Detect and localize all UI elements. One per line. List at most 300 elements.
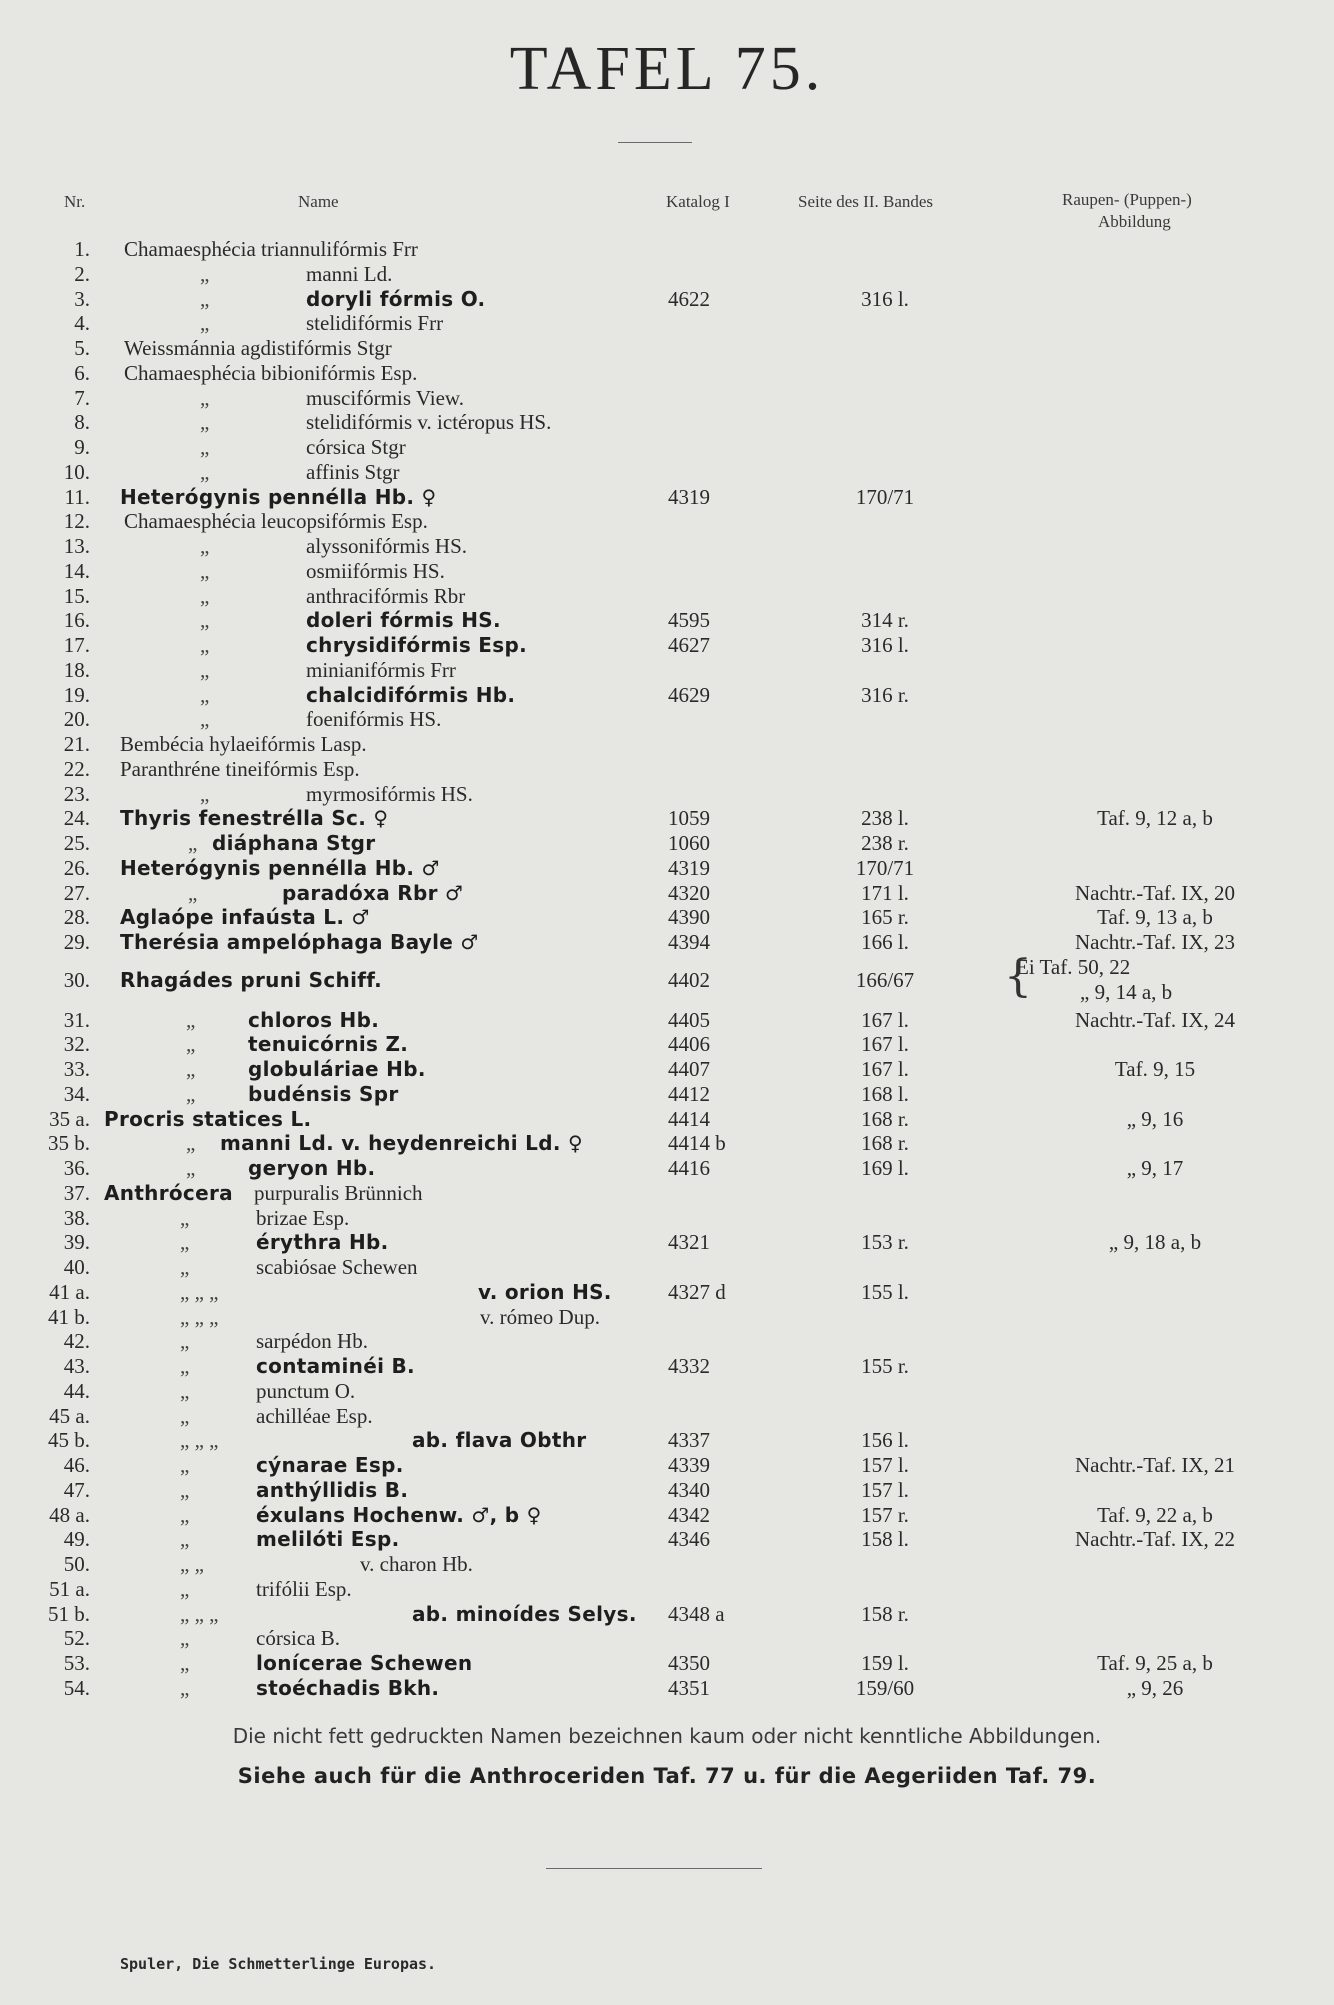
ditto-mark: „: [186, 1007, 196, 1032]
table-row: [0, 633, 1334, 658]
species-name: Chamaesphécia leucopsifórmis Esp.: [124, 509, 428, 534]
katalog-number: 4340: [668, 1477, 710, 1502]
katalog-number: 4346: [668, 1527, 710, 1552]
row-number: 6.: [74, 360, 90, 385]
species-name: Heterógynis pennélla Hb. ♀: [120, 484, 437, 509]
katalog-number: 1059: [668, 806, 710, 831]
illustration-reference: Nachtr.-Taf. IX, 22: [1074, 1527, 1236, 1552]
species-name: budénsis Spr: [248, 1081, 399, 1106]
ditto-mark: „: [186, 1156, 196, 1180]
ditto-mark: „: [180, 1527, 190, 1552]
page-reference: 170/71: [855, 484, 915, 509]
table-row: [0, 262, 1334, 287]
page-reference: 171 l.: [861, 880, 909, 905]
page-reference: 169 l.: [861, 1156, 909, 1180]
table-row: [0, 658, 1334, 683]
species-name: Rhagádes pruni Schiff.: [120, 967, 383, 992]
ditto-mark: „: [200, 261, 210, 286]
row-number: 21.: [63, 732, 90, 756]
row-number: 53.: [63, 1651, 90, 1675]
page-reference: 168 r.: [861, 1131, 909, 1156]
row-number: 9.: [74, 435, 90, 459]
ditto-mark: „: [186, 1131, 196, 1156]
species-name: osmiifórmis HS.: [306, 558, 445, 583]
ditto-mark: „: [180, 1675, 190, 1700]
katalog-number: 4319: [668, 855, 710, 880]
table-row: [0, 1305, 1334, 1330]
table-row: [0, 336, 1334, 361]
ditto-mark: „: [200, 435, 210, 459]
species-name: chloros Hb.: [248, 1007, 380, 1032]
row-number: 4.: [74, 311, 90, 336]
table-row: [0, 1602, 1334, 1627]
species-name: doleri fórmis HS.: [306, 608, 501, 633]
page-reference: 167 l.: [861, 1007, 909, 1032]
table-row: [0, 509, 1334, 534]
katalog-number: 4629: [668, 682, 710, 707]
row-number: 30.: [63, 967, 90, 992]
katalog-number: 1060: [668, 831, 710, 855]
species-name: punctum O.: [256, 1378, 356, 1403]
illustration-reference: „ 9, 17: [1126, 1156, 1184, 1180]
katalog-number: 4332: [668, 1354, 710, 1378]
species-name: anthracifórmis Rbr: [306, 583, 466, 608]
page-reference: 166 l.: [861, 930, 909, 954]
katalog-number: 4412: [668, 1081, 710, 1106]
ditto-mark: „: [180, 1502, 190, 1527]
katalog-number: 4595: [668, 608, 710, 633]
row-number: 43.: [63, 1354, 90, 1378]
table-row: [0, 1478, 1334, 1503]
table-row: [0, 311, 1334, 336]
table-row: [0, 1131, 1334, 1156]
katalog-number: 4321: [668, 1230, 710, 1255]
table-row: [0, 1008, 1334, 1033]
row-number: 45 a.: [49, 1403, 90, 1428]
see-also-note: Siehe auch für die Anthroceriden Taf. 77 u. für die Aegeriiden Taf. 79.: [237, 1764, 1097, 1788]
species-name: trifólii Esp.: [256, 1576, 352, 1601]
page-reference: 155 r.: [861, 1354, 909, 1378]
ditto-mark: „: [200, 633, 210, 657]
species-name: Anthrócera: [104, 1180, 233, 1205]
illustration-reference: Taf. 9, 13 a, b: [1097, 905, 1213, 930]
ditto-mark: „: [200, 311, 210, 336]
table-row: [0, 1280, 1334, 1305]
row-number: 20.: [63, 707, 90, 732]
table-row: [0, 1082, 1334, 1107]
species-name: v. orion HS.: [478, 1279, 612, 1304]
species-name: Thyris fenestrélla Sc. ♀: [120, 806, 389, 831]
species-name: córsica Stgr: [306, 435, 406, 459]
row-number: 48 a.: [49, 1502, 90, 1527]
species-name: v. charon Hb.: [360, 1552, 473, 1576]
page-reference: 168 l.: [861, 1081, 909, 1106]
species-name: lonícerae Schewen: [256, 1651, 473, 1675]
row-number: 49.: [63, 1527, 90, 1552]
page-reference: 158 r.: [861, 1601, 909, 1626]
ditto-mark: „: [200, 286, 210, 311]
page-reference: 159/60: [855, 1675, 915, 1700]
illustration-reference: „ 9, 18 a, b: [1108, 1230, 1202, 1255]
ditto-mark: „: [200, 583, 210, 608]
species-name: Heterógynis pennélla Hb. ♂: [120, 855, 440, 880]
table-row: [0, 930, 1334, 955]
species-name: muscifórmis View.: [306, 385, 464, 410]
table-row: [0, 1354, 1334, 1379]
row-number: 44.: [63, 1378, 90, 1403]
ditto-mark: „ „ „: [180, 1304, 219, 1329]
species-name: Therésia ampelóphaga Bayle ♂: [120, 930, 479, 954]
row-number: 33.: [63, 1057, 90, 1081]
table-row: [0, 1676, 1334, 1701]
illustration-reference: Taf. 9, 22 a, b: [1097, 1502, 1213, 1527]
row-number: 14.: [63, 558, 90, 583]
row-number: 45 b.: [48, 1428, 90, 1453]
illustration-reference: Nachtr.-Taf. IX, 24: [1074, 1007, 1236, 1032]
row-number: 40.: [63, 1255, 90, 1279]
page-reference: 155 l.: [861, 1279, 909, 1304]
table-row: [0, 732, 1334, 757]
table-row: [0, 1107, 1334, 1132]
ditto-mark: „: [186, 1081, 196, 1106]
ditto-mark: „: [180, 1651, 190, 1675]
species-name: Paranthréne tineifórmis Esp.: [120, 756, 360, 781]
page-reference: 156 l.: [861, 1428, 909, 1453]
table-row: [0, 584, 1334, 609]
footnote: Die nicht fett gedruckten Namen bezeichnen kaum oder nicht kenntliche Abbildungen.: [232, 1724, 1102, 1748]
ditto-mark: „: [180, 1329, 190, 1354]
species-name: globuláriae Hb.: [248, 1057, 426, 1081]
illustration-reference-2: „ 9, 14 a, b: [1080, 979, 1173, 1004]
ditto-mark: „: [186, 1032, 196, 1057]
species-name: myrmosifórmis HS.: [306, 781, 473, 806]
row-number: 32.: [63, 1032, 90, 1057]
ditto-mark: „: [200, 410, 210, 435]
katalog-number: 4407: [668, 1057, 710, 1081]
row-number: 31.: [63, 1007, 90, 1032]
header-nr: Nr.: [64, 192, 86, 211]
ditto-mark: „: [200, 385, 210, 410]
katalog-number: 4342: [668, 1502, 710, 1527]
species-name: sarpédon Hb.: [256, 1329, 368, 1354]
ditto-mark: „: [180, 1378, 190, 1403]
table-row: [0, 1032, 1334, 1057]
species-name: diáphana Stgr: [212, 831, 376, 855]
species-name: chrysidifórmis Esp.: [306, 633, 527, 657]
ditto-mark: „: [188, 880, 198, 905]
page-reference: 314 r.: [861, 608, 909, 633]
ditto-mark: „: [180, 1576, 190, 1601]
ditto-mark: „: [200, 459, 210, 484]
table-row: [0, 386, 1334, 411]
table-row: [0, 1404, 1334, 1429]
table-row: [0, 237, 1334, 262]
ditto-mark: „: [180, 1205, 190, 1230]
illustration-reference: Taf. 9, 15: [1114, 1057, 1196, 1081]
table-row: [0, 1453, 1334, 1478]
page-reference: 170/71: [855, 855, 915, 880]
ditto-mark: „ „: [180, 1552, 204, 1576]
row-number: 23.: [63, 781, 90, 806]
row-number: 10.: [63, 459, 90, 484]
species-name: anthýllidis B.: [256, 1477, 409, 1502]
species-name: Chamaesphécia bibionifórmis Esp.: [124, 360, 418, 385]
katalog-number: 4414: [668, 1106, 710, 1131]
row-number: 41 b.: [48, 1304, 90, 1329]
species-name: érythra Hb.: [256, 1230, 389, 1255]
header-seite: Seite des II. Bandes: [798, 192, 934, 211]
ditto-mark: „: [180, 1230, 190, 1255]
page-reference: 166/67: [855, 967, 915, 992]
ditto-mark: „: [186, 1057, 196, 1081]
row-number: 8.: [74, 410, 90, 435]
page-reference: 168 r.: [861, 1106, 909, 1131]
row-number: 34.: [63, 1081, 90, 1106]
ditto-mark: „ „ „: [180, 1428, 219, 1453]
page-reference: 157 l.: [861, 1453, 909, 1477]
table-row: [0, 881, 1334, 906]
ditto-mark: „: [180, 1477, 190, 1502]
ditto-mark: „ „ „: [180, 1279, 219, 1304]
page-reference: 316 l.: [861, 633, 909, 657]
row-number: 42.: [63, 1329, 90, 1354]
species-name: stelidifórmis Frr: [306, 311, 444, 336]
ditto-mark: „: [200, 558, 210, 583]
row-number: 41 a.: [49, 1279, 90, 1304]
row-number: 28.: [63, 905, 90, 930]
page-reference: 238 l.: [861, 806, 909, 831]
row-number: 51 a.: [49, 1576, 90, 1601]
table-row: [0, 1206, 1334, 1231]
species-name: affinis Stgr: [306, 459, 400, 484]
katalog-number: 4402: [668, 967, 710, 992]
katalog-number: 4627: [668, 633, 710, 657]
ditto-mark: „: [200, 657, 210, 682]
table-row: [0, 435, 1334, 460]
table-row: [0, 460, 1334, 485]
row-number: 1.: [74, 237, 90, 261]
katalog-number: 4414 b: [668, 1131, 726, 1156]
page-reference: 316 r.: [861, 682, 909, 707]
ditto-mark: „ „ „: [180, 1601, 219, 1626]
table-row: [0, 954, 1334, 1004]
header-abbildung-1: Raupen- (Puppen-): [1062, 190, 1192, 209]
illustration-reference: Ei Taf. 50, 22: [1016, 954, 1131, 979]
table-row: [0, 1552, 1334, 1577]
table-row: [0, 485, 1334, 510]
row-number: 22.: [63, 756, 90, 781]
illustration-reference: Taf. 9, 12 a, b: [1097, 806, 1213, 831]
page-reference: 238 r.: [861, 831, 909, 855]
katalog-number: 4319: [668, 484, 710, 509]
row-number: 50.: [63, 1552, 90, 1576]
row-number: 16.: [63, 608, 90, 633]
species-name: chalcidifórmis Hb.: [306, 682, 516, 707]
table-row: [0, 1503, 1334, 1528]
illustration-reference: Nachtr.-Taf. IX, 20: [1074, 880, 1236, 905]
header-name: Name: [298, 192, 339, 211]
species-name: geryon Hb.: [248, 1156, 376, 1180]
page-reference: 153 r.: [861, 1230, 909, 1255]
species-name: contaminéi B.: [256, 1354, 415, 1378]
row-number: 26.: [63, 855, 90, 880]
species-name: Aglaópe infaústa L. ♂: [120, 905, 370, 930]
ditto-mark: „: [180, 1354, 190, 1378]
table-row: [0, 559, 1334, 584]
row-number: 51 b.: [48, 1601, 90, 1626]
species-name: manni Ld. v. heydenreichi Ld. ♀: [220, 1131, 583, 1156]
row-number: 29.: [63, 930, 90, 954]
title-rule: [618, 142, 692, 143]
illustration-reference: Nachtr.-Taf. IX, 23: [1074, 930, 1236, 954]
table-row: [0, 1156, 1334, 1181]
ditto-mark: „: [200, 707, 210, 732]
species-name: córsica B.: [256, 1626, 340, 1651]
page-reference: 158 l.: [861, 1527, 909, 1552]
page-reference: 157 l.: [861, 1477, 909, 1502]
table-row: [0, 905, 1334, 930]
species-name: minianifórmis Frr: [306, 657, 456, 682]
table-row: [0, 1527, 1334, 1552]
row-number: 17.: [63, 633, 90, 657]
species-name: achilléae Esp.: [256, 1403, 373, 1428]
species-name: stelidifórmis v. ictéropus HS.: [306, 410, 552, 435]
species-name: cýnarae Esp.: [256, 1453, 404, 1477]
header-abbildung-2: Abbildung: [1098, 212, 1171, 231]
species-name-continuation: purpuralis Brünnich: [254, 1180, 423, 1205]
katalog-number: 4327 d: [668, 1279, 726, 1304]
species-name: manni Ld.: [306, 261, 393, 286]
illustration-reference: „ 9, 26: [1126, 1675, 1184, 1700]
header-katalog: Katalog I: [666, 192, 730, 211]
illustration-reference: Taf. 9, 25 a, b: [1097, 1651, 1213, 1675]
table-row: [0, 856, 1334, 881]
row-number: 19.: [63, 682, 90, 707]
ditto-mark: „: [200, 682, 210, 707]
ditto-mark: „: [180, 1255, 190, 1279]
row-number: 3.: [74, 286, 90, 311]
table-row: [0, 782, 1334, 807]
table-row: [0, 1181, 1334, 1206]
table-row: [0, 1379, 1334, 1404]
ditto-mark: „: [188, 831, 198, 855]
row-number: 39.: [63, 1230, 90, 1255]
ditto-mark: „: [180, 1626, 190, 1651]
publisher-line: Spuler, Die Schmetterlinge Europas.: [120, 1955, 437, 1973]
ditto-mark: „: [180, 1453, 190, 1477]
table-row: [0, 1651, 1334, 1676]
species-name: v. rómeo Dup.: [480, 1304, 600, 1329]
species-name: foenifórmis HS.: [306, 707, 442, 732]
table-row: [0, 831, 1334, 856]
row-number: 37.: [63, 1180, 90, 1205]
page-reference: 157 r.: [861, 1502, 909, 1527]
table-row: [0, 1057, 1334, 1082]
katalog-number: 4337: [668, 1428, 710, 1453]
species-name: tenuicórnis Z.: [248, 1032, 409, 1057]
species-name: doryli fórmis O.: [306, 286, 486, 311]
row-number: 18.: [63, 657, 90, 682]
row-number: 2.: [74, 261, 90, 286]
row-number: 36.: [63, 1156, 90, 1180]
table-row: [0, 1329, 1334, 1354]
katalog-number: 4350: [668, 1651, 710, 1675]
page-reference: 165 r.: [861, 905, 909, 930]
katalog-number: 4339: [668, 1453, 710, 1477]
ditto-mark: „: [200, 781, 210, 806]
page-reference: 316 l.: [861, 286, 909, 311]
table-row: [0, 287, 1334, 312]
ditto-mark: „: [200, 534, 210, 558]
page-reference: 167 l.: [861, 1032, 909, 1057]
species-name: Weissmánnia agdistifórmis Stgr: [124, 336, 392, 360]
row-number: 7.: [74, 385, 90, 410]
table-row: [0, 410, 1334, 435]
table-row: [0, 707, 1334, 732]
table-row: [0, 683, 1334, 708]
table-row: [0, 361, 1334, 386]
species-name: Procris statices L.: [104, 1106, 312, 1131]
katalog-number: 4416: [668, 1156, 710, 1180]
katalog-number: 4394: [668, 930, 710, 954]
species-name: Bembécia hylaeifórmis Lasp.: [120, 732, 367, 756]
ditto-mark: „: [200, 608, 210, 633]
katalog-number: 4406: [668, 1032, 710, 1057]
row-number: 38.: [63, 1205, 90, 1230]
species-name: scabiósae Schewen: [256, 1255, 418, 1279]
row-number: 35 b.: [48, 1131, 90, 1156]
species-name: Chamaesphécia triannulifórmis Frr: [124, 237, 418, 261]
row-30-brace: {: [1004, 951, 1032, 1002]
page-reference: 159 l.: [861, 1651, 909, 1675]
row-number: 46.: [63, 1453, 90, 1477]
row-number: 11.: [64, 484, 90, 509]
row-number: 52.: [63, 1626, 90, 1651]
row-number: 24.: [63, 806, 90, 831]
row-number: 27.: [63, 880, 90, 905]
species-name: éxulans Hochenw. ♂, b ♀: [256, 1502, 542, 1527]
species-name: ab. flava Obthr: [412, 1428, 587, 1453]
katalog-number: 4320: [668, 880, 710, 905]
katalog-number: 4622: [668, 286, 710, 311]
table-row: [0, 608, 1334, 633]
row-number: 12.: [63, 509, 90, 534]
table-row: [0, 1255, 1334, 1280]
illustration-reference: „ 9, 16: [1126, 1106, 1184, 1131]
species-name: alyssonifórmis HS.: [306, 534, 468, 558]
table-row: [0, 1577, 1334, 1602]
row-number: 35 a.: [49, 1106, 90, 1131]
table-row: [0, 1626, 1334, 1651]
species-name: brizae Esp.: [256, 1205, 350, 1230]
table-row: [0, 534, 1334, 559]
katalog-number: 4351: [668, 1675, 710, 1700]
row-number: 47.: [63, 1477, 90, 1502]
species-name: paradóxa Rbr ♂: [282, 880, 464, 905]
table-row: [0, 1428, 1334, 1453]
species-name: melilóti Esp.: [256, 1527, 400, 1552]
row-number: 54.: [63, 1675, 90, 1700]
row-number: 15.: [63, 583, 90, 608]
page-reference: 167 l.: [861, 1057, 909, 1081]
footer-rule: [546, 1868, 762, 1869]
katalog-number: 4405: [668, 1007, 710, 1032]
row-number: 13.: [63, 534, 90, 558]
katalog-number: 4390: [668, 905, 710, 930]
species-name: stoéchadis Bkh.: [256, 1675, 440, 1700]
table-row: [0, 1230, 1334, 1255]
ditto-mark: „: [180, 1403, 190, 1428]
